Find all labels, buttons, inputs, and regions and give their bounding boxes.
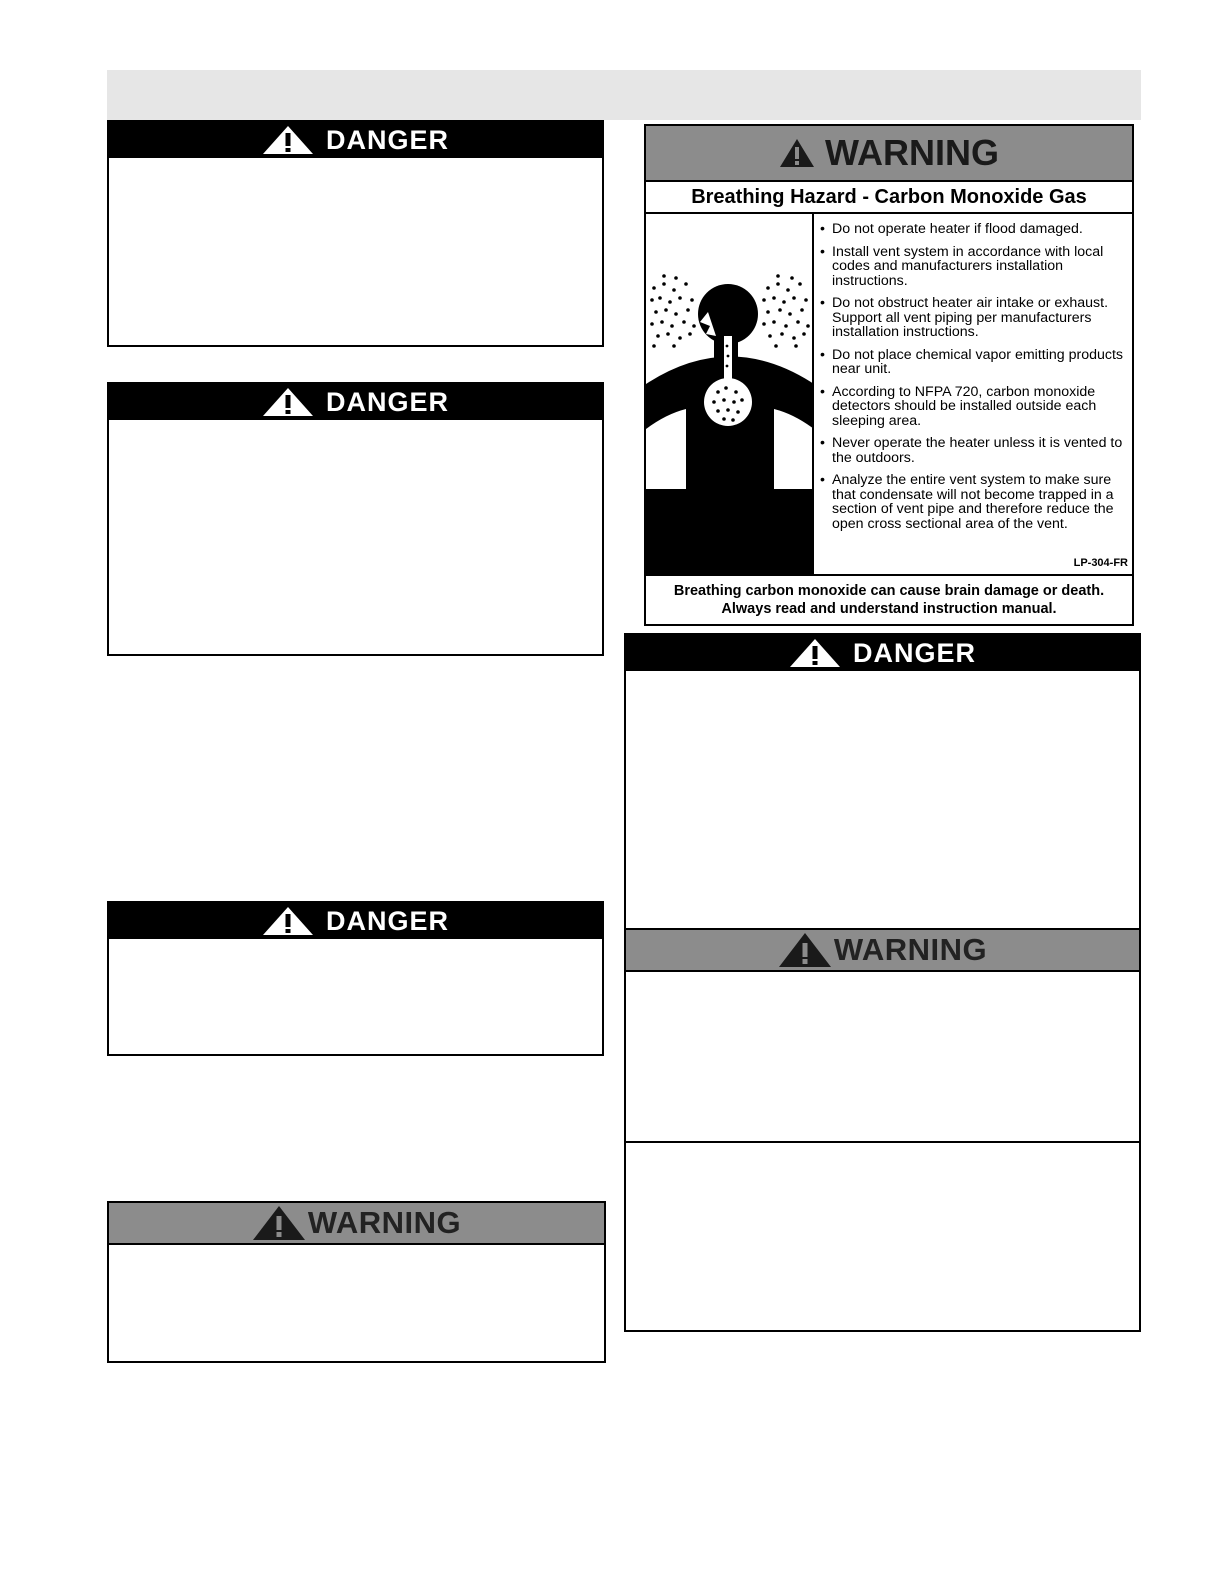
danger-signal-word: DANGER [852,637,976,668]
warning-triangle-icon [252,1205,306,1241]
warning-triangle-icon [262,387,314,417]
warning-triangle-icon [262,125,314,155]
danger-box-2 [107,382,604,656]
warning-triangle-icon [789,638,841,668]
co-label-title: Breathing Hazard - Carbon Monoxide Gas [646,182,1132,214]
danger-header [626,635,1139,671]
list-item: • Never operate the heater unless it is vented to the outdoors. [820,436,1128,465]
danger-header [109,122,602,158]
co-label-bullet-list [820,222,1128,539]
co-warning-label [644,124,1134,626]
co-label-signal-word: WARNING [825,132,999,173]
list-item: • Install vent system in accordance with local codes and manufacturers installation instructions. [820,245,1128,289]
danger-signal-word: DANGER [325,386,449,417]
danger-box-1 [107,120,604,347]
warning-triangle-icon [262,906,314,936]
co-hazard-pictogram [646,214,814,574]
list-item: • Do not obstruct heater air intake or exhaust. Support all vent piping per manufacturers installation instructions. [820,296,1128,340]
warning-triangle-icon [778,932,832,968]
section-divider [626,1141,1139,1143]
warning-signal-word: WARNING [833,932,988,967]
danger-box-3 [107,901,604,1056]
warning-header [109,1203,604,1245]
danger-header [109,903,602,939]
co-label-body [646,214,1132,576]
co-label-footer-line-1: Breathing carbon monoxide can cause brain damage or death. [673,583,1105,599]
warning-signal-word: WARNING [307,1205,462,1240]
co-label-code: LP-304-FR [1073,557,1128,569]
warning-box-1 [107,1201,606,1363]
danger-signal-word: DANGER [325,905,449,936]
co-label-header [646,126,1132,182]
list-item: • According to NFPA 720, carbon monoxide detectors should be installed outside each sleeping area. [820,385,1128,429]
list-item: • Do not place chemical vapor emitting products near unit. [820,348,1128,377]
warning-triangle-icon [779,138,815,168]
list-item: • Analyze the entire vent system to make sure that condensate will not become trapped in a section of vent pipe and therefore reduce the open cross sectional area of the vent. [820,473,1128,531]
danger-signal-word: DANGER [325,124,449,155]
danger-header [109,384,602,420]
co-label-footer [646,576,1132,624]
danger-warning-stack [624,633,1141,1332]
co-label-footer-line-2: Always read and understand instruction manual. [721,601,1057,617]
person-breathing-gas-icon [646,214,814,574]
warning-header [626,930,1139,972]
page-header-bar [107,70,1141,120]
list-item: • Do not operate heater if flood damaged. [820,222,1128,237]
